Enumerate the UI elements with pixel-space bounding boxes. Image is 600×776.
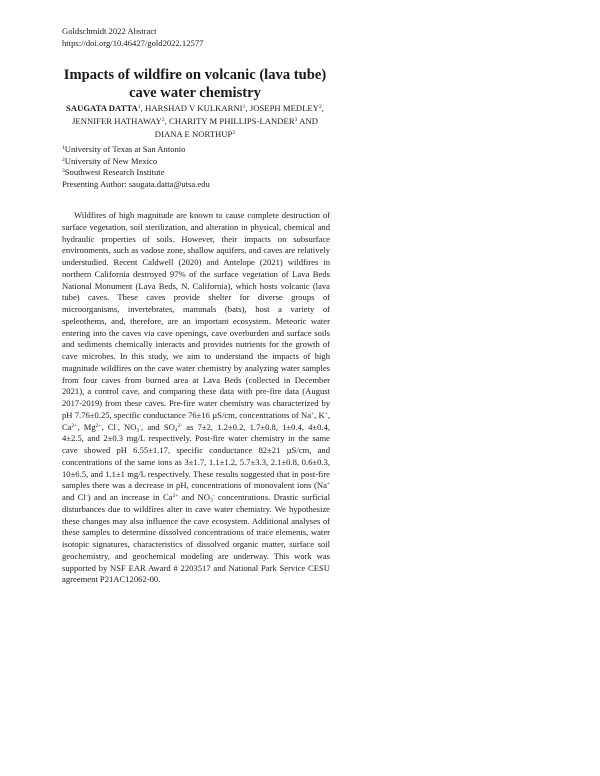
affiliations xyxy=(62,144,210,190)
affiliation-3: $^3$Southwest Research Institute xyxy=(62,167,165,178)
author: HARSHAD V KULKARNI xyxy=(145,103,243,113)
journal-label: Goldschmidt 2022 Abstract xyxy=(62,26,157,36)
author-conjunction: AND xyxy=(299,115,318,126)
author-list: SAUGATA DATTA$^1$, HARSHAD V KULKARNI$^1$, JOSEPH MEDLEY$^2$, JENNIFER HATHAWAY$^2$, CHARITY M PHILLIPS-LANDER$^3$ AND DIANA E NORTHUP$^2$ xyxy=(65,103,324,139)
abstract-body: Wildfires of high magnitude are known to cause complete destruction of surface vegetation, soil sterilization, and alteration in physical, chemical and hydraulic properties of soils. However, their impacts on subsurface environments, such as vadose zone, shallow aquifers, and caves are relatively understudied. Recent Caldwell (2020) and Antelope (2021) wildfires in northern California destroyed 97% of the surface vegetation of Lava Beds National Monument (Lava Beds, N. California), which hosts volcanic (lava tube) caves. These caves provide shelter for diverse groups of microorganisms, invertebrates, mammals (bats), host a variety of speleothems, and, therefore, are an important ecosystem. Meteoric water entering into the caves via cave openings, cave overburden and surface soils and sediments chemically interacts and provides nutrients for the growth of cave microbes. In this study, we aim to understand the impacts of high magnitude wildfires on the cave water chemistry by analyzing water samples from four caves from burned area at Lava Beds (collected in December 2021), a control cave, and comparing these data with pre-fire data (August 2017-2019) from these caves. Pre-fire water chemistry was characterized by pH 7.76±0.25, specific conductance 76±16 µS/cm, concentrations of Na+, K+, $Ca^{2+}$, $Mg^{2+}$, Cl-, $NO_3^-$, and $SO_4^{2-}$ as 7±2, 1.2±0.2, 1.7±0.8, 1±0.4, 4±0.4, 4±2.5, and 2±0.3 mg/L respectively. Post-fire water chemistry in the same cave showed pH 6.55±1.17, specific conductance 82±21 µS/cm, and concentrations of the same ions as 3±1.7, 1.1±1.2, 5.7±3.3, 2.1±0.8, 0.6±0.3, 10±6.5, and 1.1±1 mg/L respectively. These results suggested that in post-fire samples there was a decrease in pH, concentrations of monovalent ions (Na+ and Cl-) and an increase in $Ca^{2+}$ and $NO_3^-$ concentrations. Drastic surficial disturbances due to wildfires alter in cave water chemistry. We hypothesize these changes may also influence the cave ecosystem. Additional analyses of these samples to determine dissolved concentrations of trace elements, water isotopic signatures, characteristics of dissolved organic matter, surface soil geochemistry, and geochemical modeling are underway. This work was supported by NSF EAR Award # 2203517 and National Park Service CESU agreement P21AC12062-00. xyxy=(62,210,331,585)
affiliation-2: $^2$University of New Mexico xyxy=(62,155,158,166)
paper-title: Impacts of wildfire on volcanic (lava tube) cave water chemistry xyxy=(63,67,327,101)
presenting-author-email: Presenting Author: saugata.datta@utsa.edu xyxy=(62,178,210,189)
doi-link[interactable]: https://doi.org/10.46427/gold2022.12577 xyxy=(62,38,204,48)
author: DIANA E NORTHUP xyxy=(154,128,233,139)
author: CHARITY M PHILLIPS-LANDER xyxy=(169,115,295,126)
affiliation-1: $^1$University of Texas at San Antonio xyxy=(62,144,186,154)
page-header xyxy=(62,25,203,49)
author: JOSEPH MEDLEY xyxy=(249,103,319,113)
author: JENNIFER HATHAWAY xyxy=(72,115,162,126)
presenting-author: SAUGATA DATTA xyxy=(65,103,138,113)
